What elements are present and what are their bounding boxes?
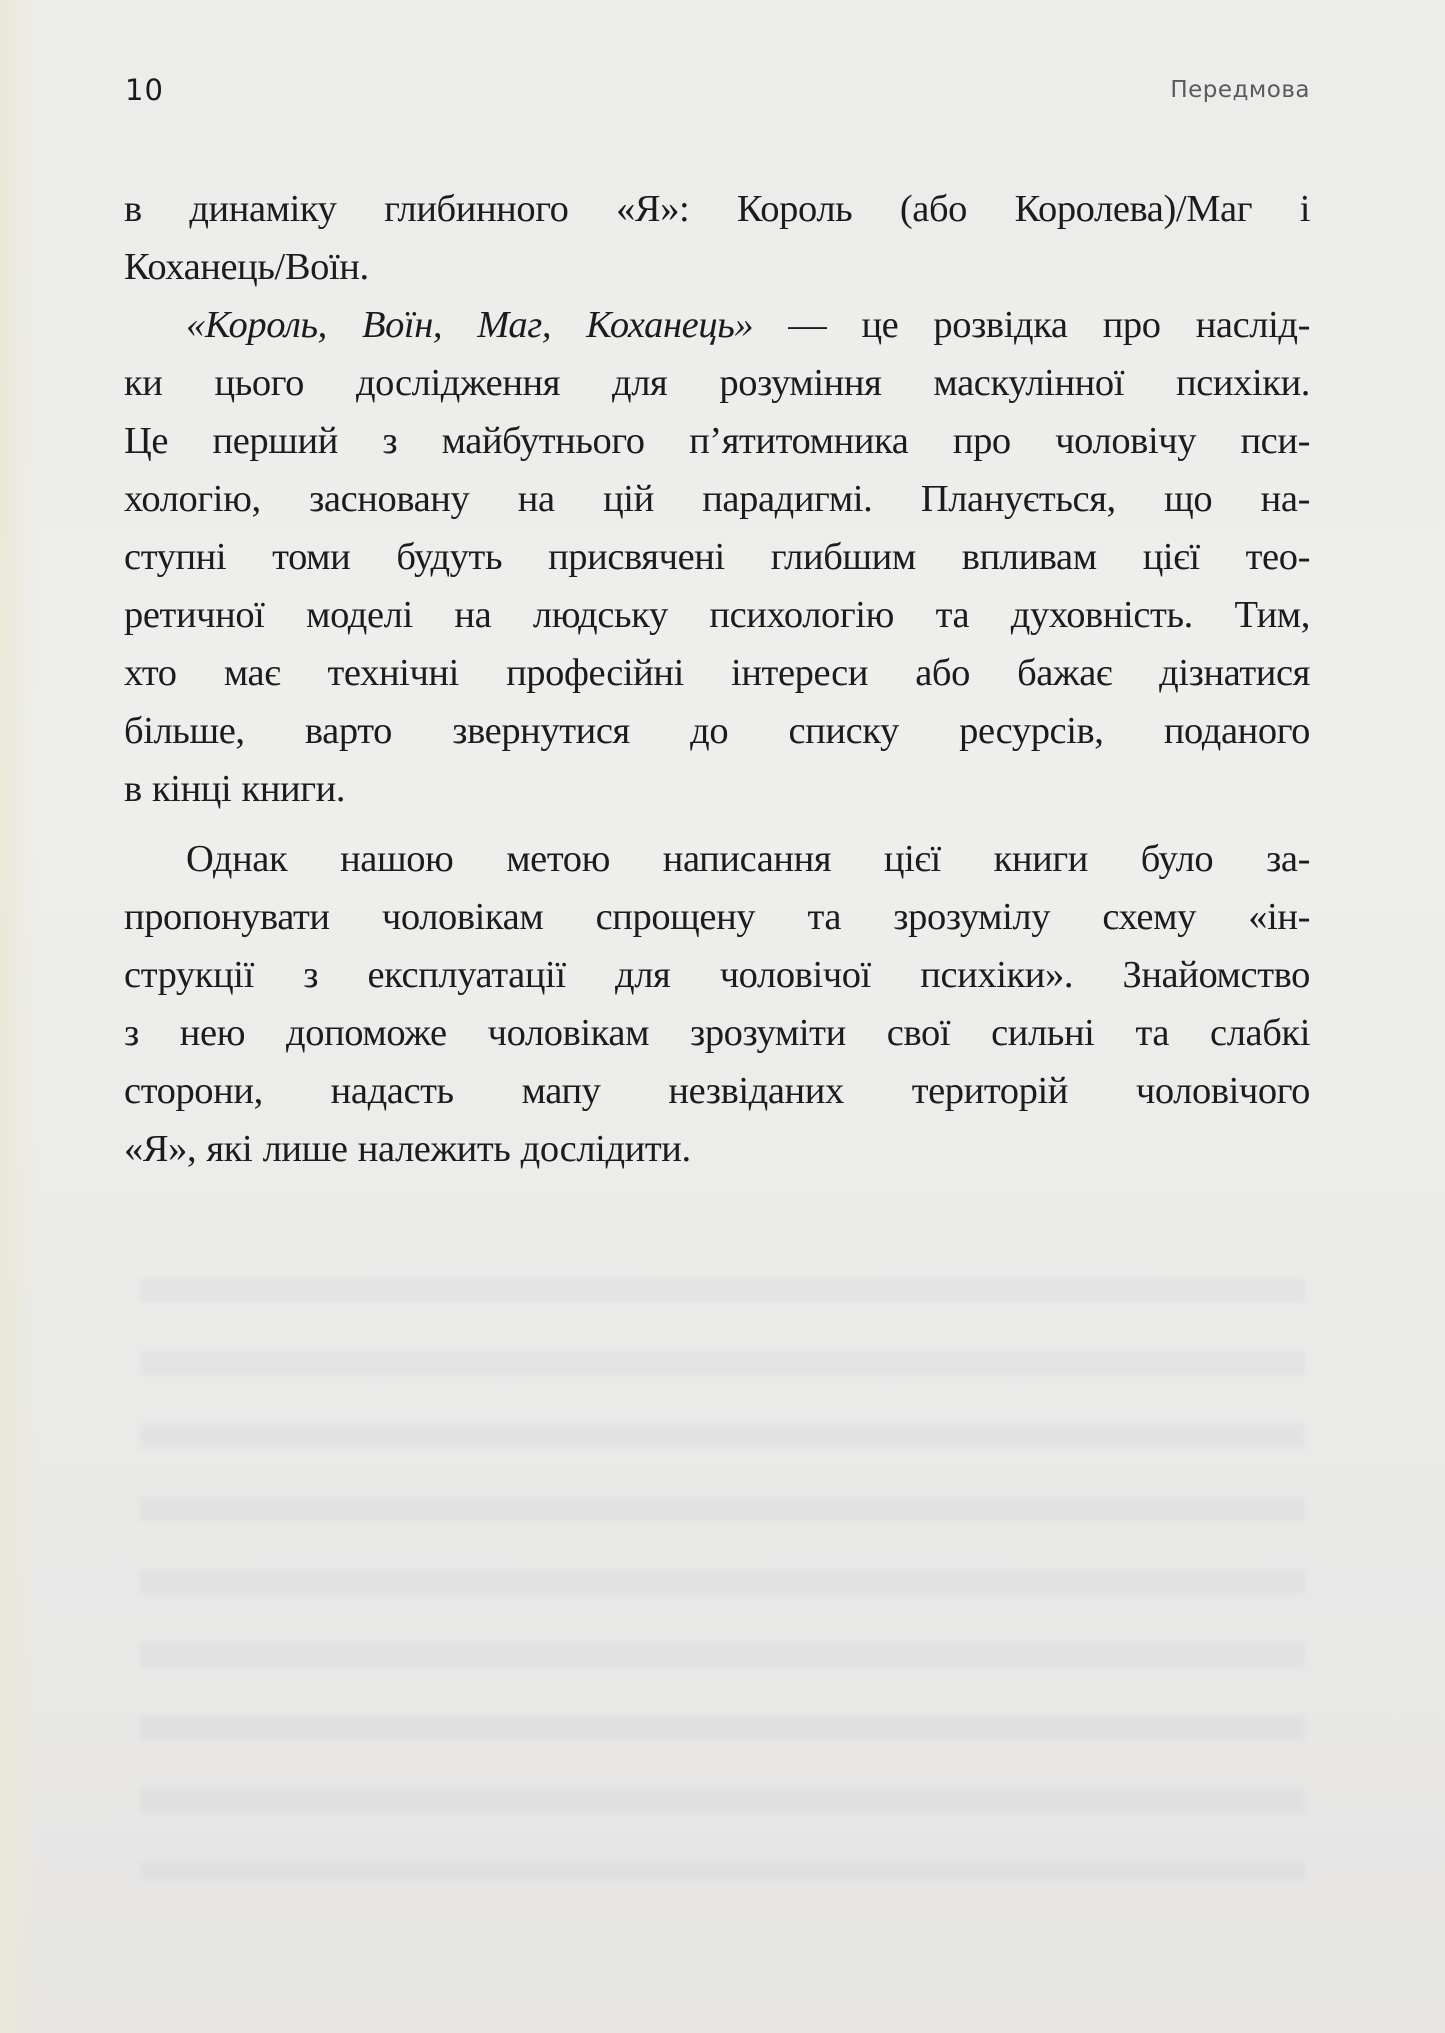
text-line: Коханець/Воїн. (124, 246, 369, 288)
text-line: «Я», які лише належить дослідити. (124, 1128, 691, 1170)
text-line: ступні томи будуть присвячені глибшим впливам цієї тео- (124, 536, 1310, 578)
text-line: Однак нашою метою написання цієї книги було за- (186, 838, 1310, 880)
text-fragment: — це розвідка про наслід- (753, 304, 1310, 346)
text-line: хологію, засновану на цій парадигмі. Планується, що на- (124, 478, 1310, 520)
text-line: хто має технічні професійні інтереси або бажає дізнатися (124, 652, 1310, 694)
text-line: струкції з експлуатації для чоловічої психіки». Знайомство (124, 954, 1310, 996)
text-line: Це перший з майбутнього п’ятитомника про чоловічу пси- (124, 420, 1310, 462)
text-line: з нею допоможе чоловікам зрозуміти свої сильні та слабкі (124, 1012, 1310, 1054)
paragraph-3 (124, 830, 1310, 1178)
book-title-italic: «Король, Воїн, Маг, Коханець» (186, 304, 754, 346)
text-line (124, 296, 1310, 354)
text-line: в динаміку глибинного «Я»: Король (або Королева)/Маг і (124, 188, 1310, 230)
text-line: ки цього дослідження для розуміння маскулінної психіки. (124, 362, 1310, 404)
text-line: ретичної моделі на людську психологію та духовність. Тим, (124, 594, 1310, 636)
body-text (124, 180, 1310, 1178)
paper-show-through (140, 1240, 1305, 1880)
section-title: Передмова (1170, 77, 1310, 103)
paragraph-2 (124, 296, 1310, 818)
paragraph-1 (124, 180, 1310, 296)
text-line: пропонувати чоловікам спрощену та зрозумілу схему «ін- (124, 896, 1310, 938)
page-number: 10 (125, 73, 164, 107)
text-line: в кінці книги. (124, 768, 346, 810)
running-header (125, 70, 1310, 110)
text-line: сторони, надасть мапу незвіданих територій чоловічого (124, 1070, 1310, 1112)
text-line: більше, варто звернутися до списку ресурсів, поданого (124, 710, 1310, 752)
